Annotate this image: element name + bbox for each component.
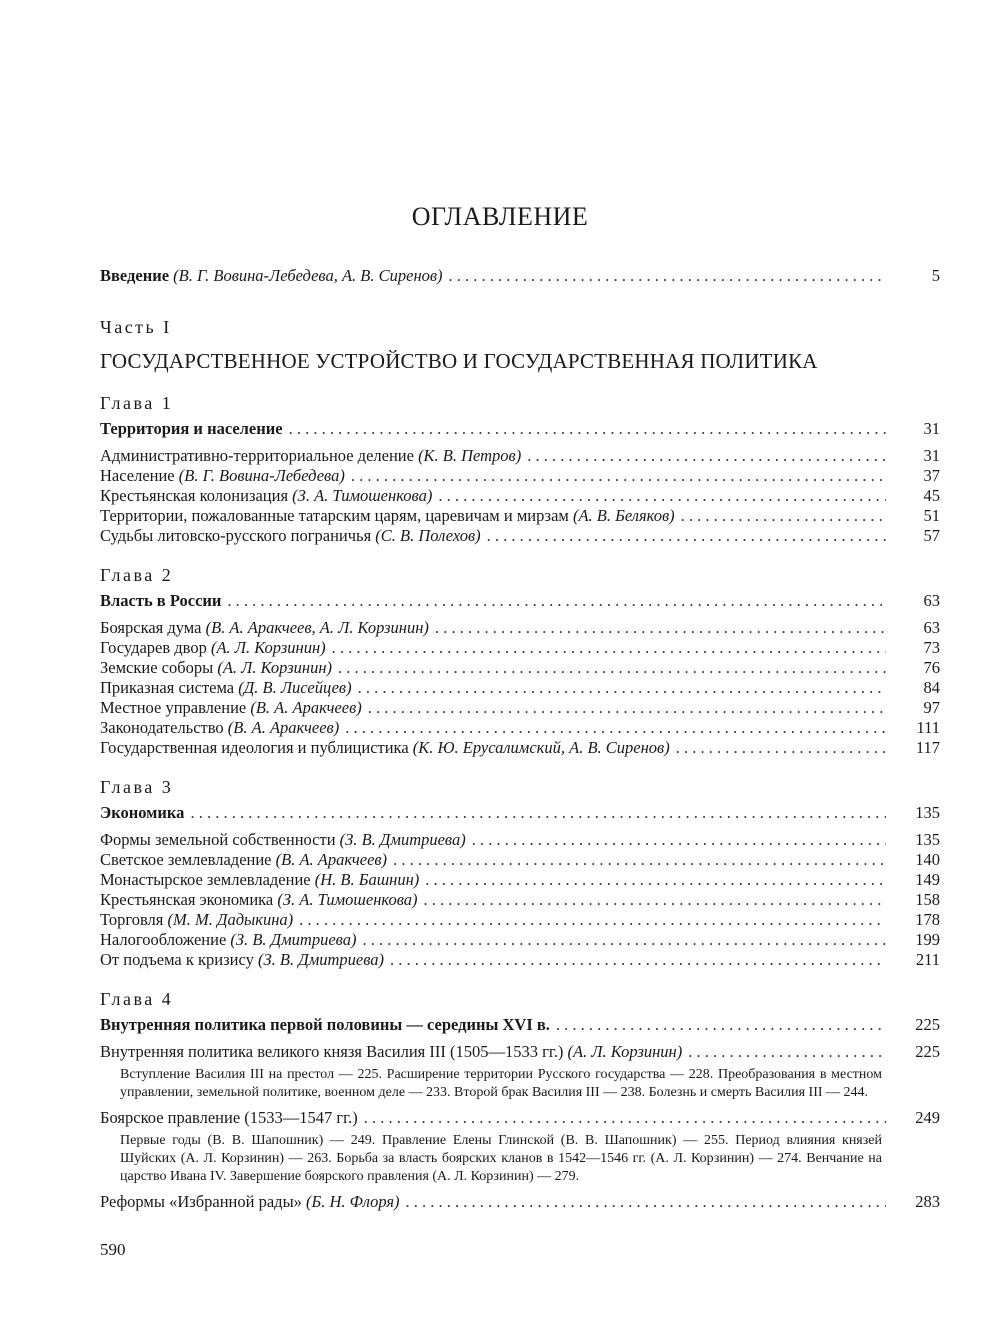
entry-title: Формы земельной собственности xyxy=(100,830,336,849)
entry-page: 31 xyxy=(923,446,940,465)
page-title: ОГЛАВЛЕНИЕ xyxy=(411,202,589,231)
entry-title: Судьбы литовско-русского пограничья xyxy=(100,526,372,545)
dot-leader xyxy=(362,930,886,950)
toc-entry[interactable] xyxy=(100,486,940,506)
entry-title: Боярское правление (1533—1547 гг.) xyxy=(100,1108,358,1127)
entry-page: 51 xyxy=(923,506,940,525)
entry-author: (А. Л. Корзинин) xyxy=(210,638,326,657)
entry-author: (Н. В. Башнин) xyxy=(314,870,420,889)
dot-leader xyxy=(358,678,886,698)
dot-leader xyxy=(681,506,886,526)
entry-title: Население xyxy=(100,466,175,485)
toc-entry[interactable] xyxy=(100,830,940,850)
toc-entry[interactable] xyxy=(100,466,940,486)
entry-title: Введение xyxy=(100,266,170,285)
entry-page: 63 xyxy=(923,591,940,610)
entry-title: Боярская дума xyxy=(100,618,202,637)
dot-leader xyxy=(351,466,886,486)
toc-entry[interactable] xyxy=(100,1108,940,1128)
page-number: 590 xyxy=(100,1240,126,1259)
entry-title: Земские соборы xyxy=(100,658,214,677)
entry-page: 135 xyxy=(915,803,940,822)
toc-entry[interactable] xyxy=(100,930,940,950)
dot-leader xyxy=(688,1042,886,1062)
entry-title: Законодательство xyxy=(100,718,224,737)
entry-title: Местное управление xyxy=(100,698,247,717)
entry-page: 225 xyxy=(915,1042,940,1061)
dot-leader xyxy=(556,1015,886,1035)
toc-entry[interactable] xyxy=(100,850,940,870)
toc-entry-chapter-head[interactable] xyxy=(100,419,940,439)
part-title: ГОСУДАРСТВЕННОЕ УСТРОЙСТВО И ГОСУДАРСТВЕННАЯ ПОЛИТИКА xyxy=(100,349,818,373)
toc-entry[interactable] xyxy=(100,718,940,738)
toc-entry[interactable] xyxy=(100,506,940,526)
entry-title: Экономика xyxy=(100,803,185,822)
dot-leader xyxy=(435,618,886,638)
dot-leader xyxy=(425,870,886,890)
dot-leader xyxy=(368,698,886,718)
toc-entry[interactable] xyxy=(100,738,940,758)
dot-leader xyxy=(345,718,886,738)
toc-entry[interactable] xyxy=(100,1042,940,1062)
entry-author: (К. В. Петров) xyxy=(418,446,522,465)
entry-title: Власть в России xyxy=(100,591,222,610)
entry-title: Административно-территориальное деление xyxy=(100,446,414,465)
entry-page: 63 xyxy=(923,618,940,637)
subsection-list: Первые годы (В. В. Шапошник) — 249. Правление Елены Глинской (В. В. Шапошник) — 255. Период влияния князей Шуйских (А. Л. Корзинин) — 263. Борьба за власть боярских кланов в 1542—1546 гг. (А. Л. Корзинин) — 274. Венчание на царство Ивана IV. Завершение боярского правления (А. Л. Корзинин) — 279. xyxy=(120,1133,882,1184)
entry-title: Внутренняя политика первой половины — середины XVI в. xyxy=(100,1015,550,1034)
toc-entry-chapter-head[interactable] xyxy=(100,1015,940,1035)
entry-page: 117 xyxy=(915,738,940,757)
table-of-contents xyxy=(100,266,940,1212)
dot-leader xyxy=(289,419,886,439)
entry-page: 149 xyxy=(915,870,940,889)
entry-author: (В. Г. Вовина-Лебедева) xyxy=(178,466,345,485)
dot-leader xyxy=(472,830,886,850)
entry-author: (З. В. Дмитриева) xyxy=(339,830,466,849)
entry-page: 57 xyxy=(923,526,940,545)
entry-page: 135 xyxy=(915,830,940,849)
entry-author: (С. В. Полехов) xyxy=(375,526,481,545)
toc-entry[interactable] xyxy=(100,698,940,718)
entry-title: Внутренняя политика великого князя Василия III (1505—1533 гг.) xyxy=(100,1042,564,1061)
chapter-label: Глава 4 xyxy=(100,989,174,1009)
entry-author: (В. А. Аракчеев) xyxy=(275,850,388,869)
entry-page: 31 xyxy=(923,419,940,438)
dot-leader xyxy=(424,890,886,910)
entry-page: 140 xyxy=(915,850,940,869)
entry-author: (З. А. Тимошенкова) xyxy=(277,890,418,909)
toc-entry[interactable] xyxy=(100,618,940,638)
toc-entry[interactable] xyxy=(100,890,940,910)
entry-title: Территория и население xyxy=(100,419,283,438)
dot-leader xyxy=(393,850,886,870)
entry-title: Торговля xyxy=(100,910,164,929)
dot-leader xyxy=(338,658,886,678)
chapter-label: Глава 1 xyxy=(100,393,174,413)
entry-author: (А. Л. Корзинин) xyxy=(217,658,333,677)
dot-leader xyxy=(227,591,886,611)
entry-author: (М. М. Дадыкина) xyxy=(167,910,294,929)
dot-leader xyxy=(527,446,886,466)
toc-entry[interactable] xyxy=(100,910,940,930)
entry-page: 5 xyxy=(931,266,940,285)
toc-entry[interactable] xyxy=(100,638,940,658)
toc-entry[interactable] xyxy=(100,658,940,678)
toc-entry-intro[interactable] xyxy=(100,266,940,286)
entry-title: Территории, пожалованные татарским царям, царевичам и мирзам xyxy=(100,506,569,525)
subsection-list: Вступление Василия III на престол — 225. Расширение территории Русского государства — 228. Преобразования в местном управлении, земельной политике, военном деле — 233. Второй брак Василия III — 238. Болезнь и смерть Василия III — 244. xyxy=(120,1067,882,1100)
entry-author: (А. В. Беляков) xyxy=(572,506,675,525)
entry-page: 73 xyxy=(923,638,940,657)
dot-leader xyxy=(332,638,886,658)
toc-entry[interactable] xyxy=(100,870,940,890)
entry-author: (В. А. Аракчеев) xyxy=(227,718,340,737)
entry-title: От подъема к кризису xyxy=(100,950,254,969)
entry-author: (Д. В. Лисейцев) xyxy=(238,678,352,697)
toc-entry[interactable] xyxy=(100,526,940,546)
dot-leader xyxy=(190,803,886,823)
entry-page: 45 xyxy=(923,486,940,505)
dot-leader xyxy=(449,266,886,286)
entry-page: 37 xyxy=(923,466,940,485)
entry-title: Реформы «Избранной рады» xyxy=(100,1192,302,1211)
entry-title: Крестьянская экономика xyxy=(100,890,274,909)
entry-title: Монастырское землевладение xyxy=(100,870,311,889)
entry-author: (В. А. Аракчеев) xyxy=(250,698,362,717)
entry-page: 199 xyxy=(915,930,940,949)
entry-page: 111 xyxy=(916,718,940,737)
entry-page: 178 xyxy=(915,910,940,929)
entry-page: 249 xyxy=(915,1108,940,1127)
entry-title: Государев двор xyxy=(100,638,207,657)
entry-title: Государственная идеология и публицистика xyxy=(100,738,409,757)
chapter-label: Глава 2 xyxy=(100,565,174,585)
toc-entry[interactable] xyxy=(100,678,940,698)
entry-title: Приказная система xyxy=(100,678,235,697)
entry-author: (З. В. Дмитриева) xyxy=(230,930,357,949)
entry-page: 158 xyxy=(915,890,940,909)
dot-leader xyxy=(676,738,886,758)
entry-title: Крестьянская колонизация xyxy=(100,486,289,505)
dot-leader xyxy=(487,526,886,546)
entry-author: (З. В. Дмитриева) xyxy=(257,950,385,969)
dot-leader xyxy=(390,950,886,970)
entry-page: 211 xyxy=(915,950,940,969)
entry-page: 97 xyxy=(923,698,940,717)
entry-author: (А. Л. Корзинин) xyxy=(567,1042,683,1061)
dot-leader xyxy=(299,910,886,930)
entry-author: (В. Г. Вовина-Лебедева, А. В. Сиренов) xyxy=(173,266,443,285)
chapter-label: Глава 3 xyxy=(100,777,174,797)
entry-page: 84 xyxy=(923,678,940,697)
toc-entry[interactable] xyxy=(100,446,940,466)
entry-title: Налогообложение xyxy=(100,930,227,949)
entry-author: (З. А. Тимошенкова) xyxy=(292,486,433,505)
entry-page: 283 xyxy=(915,1192,940,1211)
dot-leader xyxy=(364,1108,886,1128)
toc-entry[interactable] xyxy=(100,950,940,970)
toc-entry[interactable] xyxy=(100,1192,940,1212)
entry-author: (В. А. Аракчеев, А. Л. Корзинин) xyxy=(205,618,429,637)
dot-leader xyxy=(406,1192,886,1212)
entry-title: Светское землевладение xyxy=(100,850,272,869)
toc-entry-chapter-head[interactable] xyxy=(100,803,940,823)
entry-author: (Б. Н. Флоря) xyxy=(306,1192,400,1211)
dot-leader xyxy=(438,486,886,506)
part-label: Часть I xyxy=(100,317,172,337)
entry-page: 76 xyxy=(923,658,940,677)
entry-page: 225 xyxy=(915,1015,940,1034)
entry-author: (К. Ю. Ерусалимский, А. В. Сиренов) xyxy=(412,738,670,757)
toc-entry-chapter-head[interactable] xyxy=(100,591,940,611)
